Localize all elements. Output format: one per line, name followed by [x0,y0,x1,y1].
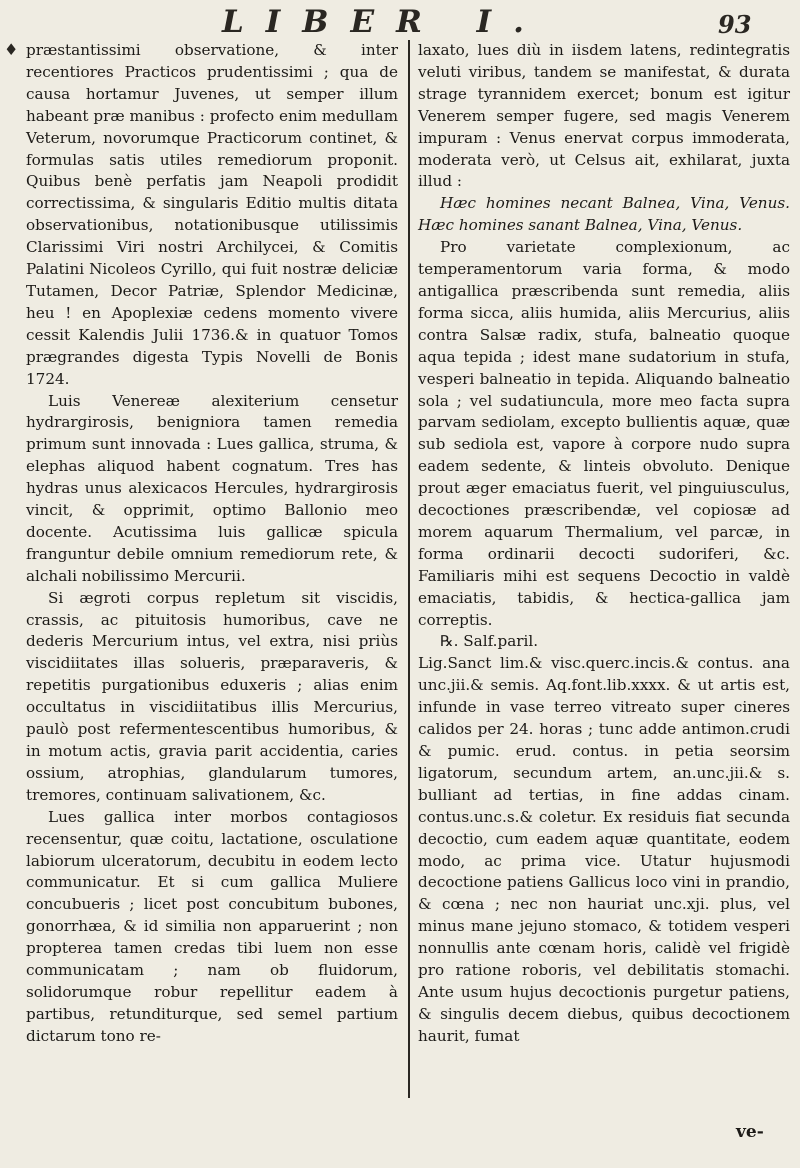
paragraph: Lues gallica inter morbos contagiosos recensentur, quæ coitu, lactatione, osculatione labiorum ulceratorum, decubitu in eodem lecto communicatur. Et si cum gallica Muliere concubueris ; licet post concubitum bubones, gonorrhæa, & id similia non apparuerint ; non propterea tamen credas tibi luem non esse communicatam ; nam ob fluidorum, solidorumque robur repellitur eadem à partibus, retunditurque, sed semel partium dictarum tono re- [26,807,398,1045]
margin-mark-icon: ♦ [4,40,19,59]
right-column [418,40,790,1048]
verse-quote: Hæc homines necant Balnea, Vina, Venus. Hæc homines sanant Balnea, Vina, Venus. [418,194,790,235]
paragraph: Lig.Sanct lim.& visc.querc.incis.& contus. ana unc.jii.& semis. Aq.font.lib.xxxx. & ut artis est, infunde in vase terreo vitreato super cineres calidos per 24. horas ; tunc adde antimon.crudi & pumic. erud. contus. in petia seorsim ligatorum, secundum artem, an.unc.jii.& s. bulliant ad tertias, in fine addas cinam. contus.unc.s.& coletur. Ex residuis fiat secunda decoctio, cum eadem aquæ quantitate, eodem modo, ac prima vice. Utatur hujusmodi decoctione patiens Gallicus loco vini in prandio, & cœna ; nec non hauriat unc.xji. plus, vel minus mane jejuno stomaco, & totidem vesperi nonnullis ante cœnam horis, calidè vel frigidè pro ratione roboris, vel debilitatis stomachi. Ante usum hujus decoctionis purgetur patiens, & singulis decem diebus, quibus decoctionem haurit, fumat [418,654,790,1045]
recipe-heading: ℞. Salf.paril. [440,632,539,651]
page-header [0,4,800,38]
column-divider [408,40,410,1098]
paragraph: Pro varietate complexionum, ac temperamentorum varia forma, & modo antigallica præscribenda sunt remedia, aliis forma sicca, aliis humida, aliis Mercurius, aliis contra Salsæ radix, stufa, balneatio quoque aqua tepida ; idest mane sudatorium in stufa, vesperi balneatio in tepida. Aliquando balneatio sola ; vel sudatiuncula, more meo facta supra parvam sediolam, excepto bullientis aquæ, quæ sub sediola est, vapore à corpore nudo supra eadem sedente, & linteis obvoluto. Denique prout æger emaciatus fuerit, vel pinguiusculus, decoctiones præscribendæ, vel copiosæ ad morem aquarum Thermalium, vel parcæ, in forma ordinarii decocti sudoriferi, &c. Familiaris mihi est sequens Decoctio in valdè emaciatis, tabidis, & hectica-gallica jam correptis. [418,238,790,629]
left-column [26,40,398,1048]
paragraph: Si ægroti corpus repletum sit viscidis, crassis, ac pituitosis humoribus, cave ne dederis Mercurium intus, vel extra, nisi priùs viscidiitates illas solueris, præparaveris, & repetitis purgationibus eduxeris ; alias enim occultatus in viscidiitatibus illis Mercurius, paulò post refermentescentibus humoribus, & in motum actis, gravia parit accidentia, caries ossium, atrophias, glandularum tumores, tremores, continuam salivationem, &c. [26,588,398,804]
page-number: 93 [718,10,752,39]
paragraph: laxato, lues diù in iisdem latens, redintegratis veluti viribus, tandem se manifestat, & durata strage tyrannidem exercet; bonum est igitur Venerem semper fugere, sed magis Venerem impuram : Venus enervat corpus immoderata, moderata verò, ut Celsus ait, exhilarat, juxta illud : [418,41,790,191]
paragraph: Luis Venereæ alexiterium censetur hydrargirosis, benigniora tamen remedia primum sunt innovada : Lues gallica, struma, & elephas aliquod habent cognatum. Tres has hydras unus alexicacos Hercules, hydrargirosis vincit, & opprimit, optimo Ballonio meo docente. Acutissima luis gallicæ spicula franguntur debile omnium remediorum rete, & alchali nobilissimo Mercurii. [26,391,398,585]
paragraph: præstantissimi observatione, & inter recentiores Practicos prudentissimi ; qua de causa hortamur Juvenes, ut semper illum habeant præ manibus : profecto enim medullam Veterum, novorumque Practicorum continet, & formulas satis utiles remediorum proponit. Quibus benè perfatis jam Neapoli prodidit correctissima, & singularis Editio multis ditata observationibus, notationibusque utilissimis Clarissimi Viri nostri Archilycei, & Comitis Palatini Nicoleos Cyrillo, qui fuit nostræ deliciæ Tutamen, Decor Patriæ, Splendor Medicinæ, heu ! en Apoplexiæ cedens momento vivere cessit Kalendis Julii 1736.& in quatuor Tomos prægrandes digesta Typis Novelli de Bonis 1724. [26,41,398,388]
catchword: ve- [736,1122,764,1142]
running-head: LIBER I. [222,4,546,40]
